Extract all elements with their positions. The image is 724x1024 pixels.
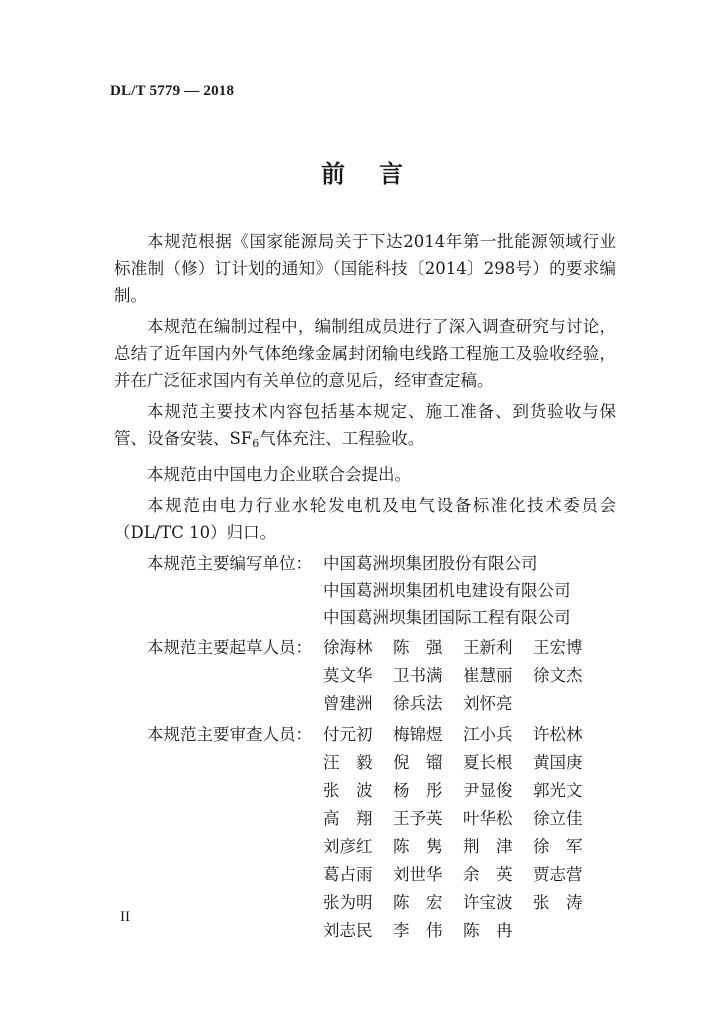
editing-units-list: [323, 550, 616, 631]
reviewer-name: 张 波: [323, 781, 373, 800]
reviewer-name: 杨 彤: [393, 781, 443, 800]
drafter-name: 徐兵法: [393, 694, 443, 713]
editing-unit: 中国葛洲坝集团国际工程有限公司: [323, 608, 571, 627]
reviewer-name: 陈 隽: [393, 837, 443, 856]
reviewer-name: 李 伟: [393, 921, 443, 940]
reviewers-list: [323, 721, 616, 945]
reviewer-name: 高 翔: [323, 809, 373, 828]
reviewer-name: 郭光文: [533, 781, 583, 800]
drafter-name: 徐海林: [323, 638, 373, 657]
drafters-label: 本规范主要起草人员：: [147, 638, 312, 657]
reviewer-name: 余 英: [463, 865, 513, 884]
reviewer-name: 夏长根: [463, 753, 513, 772]
editing-unit: 中国葛洲坝集团机电建设有限公司: [323, 581, 571, 600]
reviewer-name: 张 涛: [533, 893, 583, 912]
drafter-name: 崔慧丽: [463, 666, 513, 685]
reviewers-label: 本规范主要审查人员：: [147, 725, 312, 744]
reviewer-name: 王予英: [393, 809, 443, 828]
subscript: 6: [252, 437, 260, 450]
editing-unit: 中国葛洲坝集团股份有限公司: [323, 554, 538, 573]
reviewer-name: 许松林: [533, 725, 583, 744]
page-number: II: [120, 909, 130, 925]
reviewer-name: 荆 津: [463, 837, 513, 856]
drafter-name: 王宏博: [533, 638, 583, 657]
drafter-name: 王新利: [463, 638, 513, 657]
paragraph: 本规范主要技术内容包括基本规定、施工准备、到货验收与保管、设备安装、$SF_6$气体充注、工程验收。: [114, 402, 616, 450]
reviewer-name: 叶华松: [463, 809, 513, 828]
reviewer-name: 刘世华: [393, 865, 443, 884]
preface-body: [114, 228, 616, 948]
reviewer-name: 徐 军: [533, 837, 583, 856]
standard-code: DL/T 5779 — 2018: [110, 83, 235, 99]
reviewer-name: 付元初: [323, 725, 373, 744]
page-title: 前言: [321, 159, 437, 188]
reviewer-name: 贾志营: [533, 865, 583, 884]
reviewer-name: 刘志民: [323, 921, 373, 940]
reviewer-name: 许宝波: [463, 893, 513, 912]
reviewer-name: 刘彦红: [323, 837, 373, 856]
drafters-group: [114, 634, 616, 718]
paragraph: 本规范根据《国家能源局关于下达2014年第一批能源领域行业标准制（修）订计划的通知》（国能科技〔2014〕298号）的要求编制。: [114, 232, 616, 305]
drafter-name: 徐文杰: [533, 666, 583, 685]
reviewer-name: 陈 冉: [463, 921, 513, 940]
reviewer-name: 汪 毅: [323, 753, 373, 772]
reviewer-name: 张为明: [323, 893, 373, 912]
drafter-name: 卫书满: [393, 666, 443, 685]
editing-units-label: 本规范主要编写单位：: [147, 554, 312, 573]
paragraph: 本规范在编制过程中，编制组成员进行了深入调查研究与讨论，总结了近年国内外气体绝缘金属封闭输电线路工程施工及验收经验，并在广泛征求国内有关单位的意见后，经审查定稿。: [114, 317, 616, 390]
reviewers-group: [114, 721, 616, 945]
reviewer-name: 陈 宏: [393, 893, 443, 912]
reviewer-name: 徐立佳: [533, 809, 583, 828]
drafter-name: 陈 强: [393, 638, 443, 657]
paragraph: 本规范由电力行业水轮发电机及电气设备标准化技术委员会（DL/TC 10）归口。: [114, 496, 616, 542]
drafter-name: 曾建洲: [323, 694, 373, 713]
paragraph: 本规范由中国电力企业联合会提出。: [147, 465, 411, 484]
drafters-list: [323, 634, 616, 718]
reviewer-name: 梅锦煜: [393, 725, 443, 744]
reviewer-name: 尹显俊: [463, 781, 513, 800]
reviewer-name: 黄国庚: [533, 753, 583, 772]
editing-units-group: [114, 550, 616, 631]
reviewer-name: 江小兵: [463, 725, 513, 744]
drafter-name: 莫文华: [323, 666, 373, 685]
contributors-roster: [114, 550, 616, 945]
drafter-name: 刘怀亮: [463, 694, 513, 713]
reviewer-name: 倪 镏: [393, 753, 443, 772]
reviewer-name: 葛占雨: [323, 865, 373, 884]
